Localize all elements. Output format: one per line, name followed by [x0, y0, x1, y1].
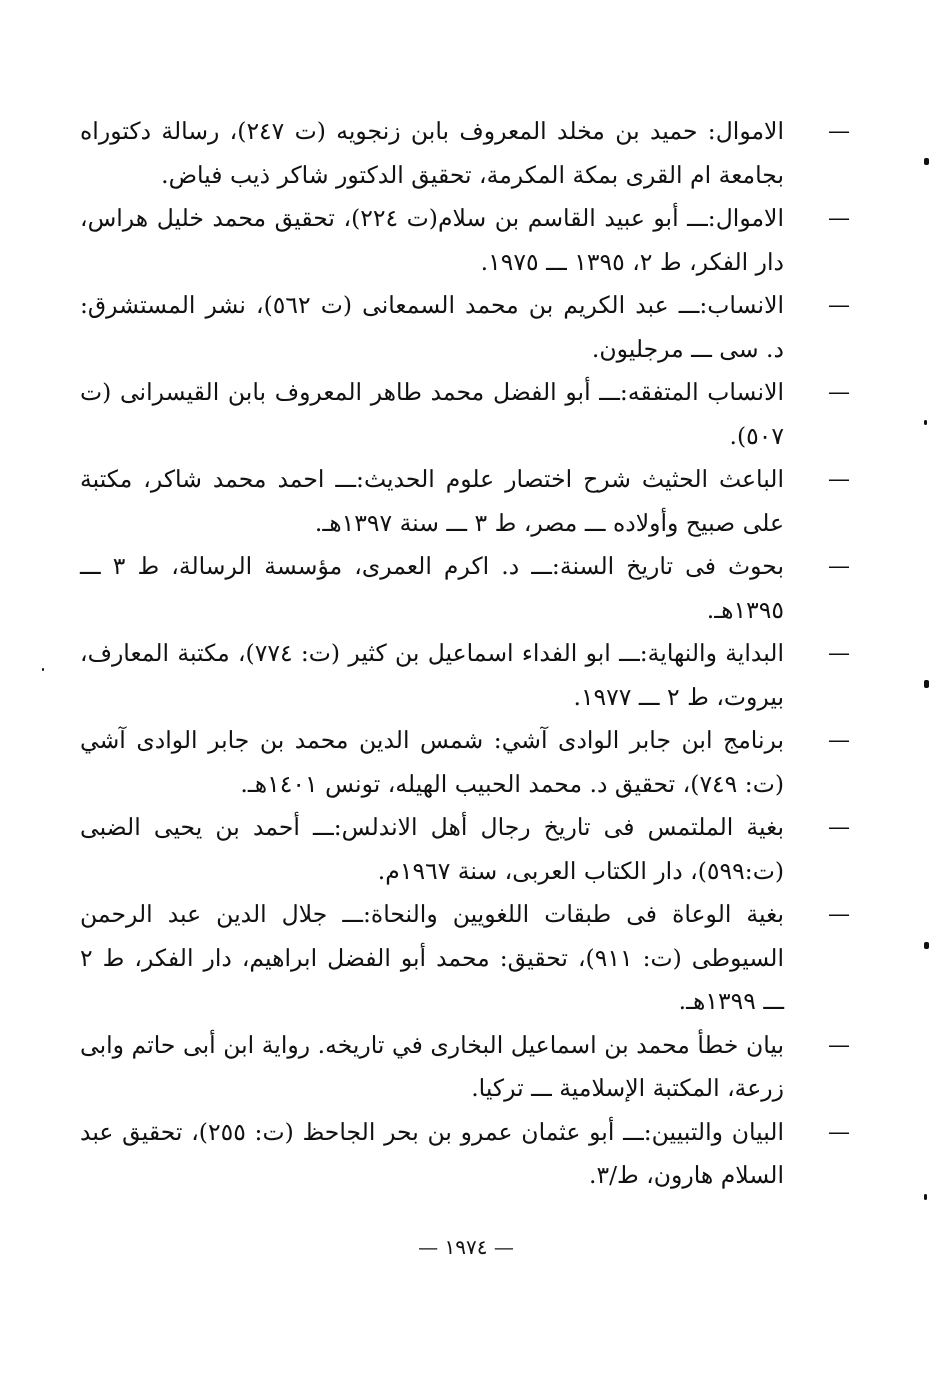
entry-dash: — [828, 380, 850, 405]
entry-dash: — [828, 293, 850, 318]
entry-dash: — [828, 119, 850, 144]
scan-mark [924, 420, 927, 425]
entry-dash: — [828, 815, 850, 840]
entry-text: بيان خطأ محمد بن اسماعيل البخارى في تاريخه. رواية ابن أبى حاتم وابى زرعة، المكتبة الإسلامية ـــ تركيا. [80, 1030, 784, 1102]
entry-text: بغية الوعاة فى طبقات اللغويين والنحاة:ـــ جلال الدين عبد الرحمن السيوطى (ت: ٩١١)، تحقيق: محمد أبو الفضل ابراهيم، دار الفكر، ط ٢ ـــ ١٣٩٩هـ. [80, 900, 784, 1015]
bibliography-entry [80, 545, 850, 632]
entry-text: الانساب:ـــ عبد الكريم بن محمد السمعانى (ت ٥٦٢)، نشر المستشرق: د. سى ـــ مرجليون. [80, 291, 785, 363]
entry-dash: — [828, 728, 850, 753]
bibliography-entry [80, 110, 850, 197]
entry-text: البيان والتبيين:ـــ أبو عثمان عمرو بن بحر الجاحظ (ت: ٢٥٥)، تحقيق عبد السلام هارون، ط/٣. [80, 1117, 784, 1189]
entry-text: بحوث فى تاريخ السنة:ـــ د. اكرم العمرى، مؤسسة الرسالة، ط ٣ ـــ ١٣٩٥هـ. [80, 552, 784, 624]
bibliography-entry [80, 458, 850, 545]
bibliography-entry [80, 632, 850, 719]
bibliography-entry [80, 197, 850, 284]
bibliography-entry [80, 1024, 850, 1111]
page-number: — ١٩٧٤ — [418, 1235, 514, 1259]
bibliography-list [80, 110, 850, 1198]
entry-text: الاموال: حميد بن مخلد المعروف بابن زنجويه (ت ٢٤٧)، رسالة دكتوراه بجامعة ام القرى بمكة المكرمة، تحقيق الدكتور شاكر ذيب فياض. [80, 117, 784, 189]
entry-dash: — [828, 1119, 850, 1145]
bibliography-entry [80, 1111, 850, 1198]
bibliography-entry [80, 284, 850, 371]
bibliography-entry [80, 719, 850, 806]
entry-text: برنامج ابن جابر الوادى آشي: شمس الدين محمد بن جابر الوادى آشي (ت: ٧٤٩)، تحقيق د. محمد الحبيب الهيله، تونس ١٤٠١هـ. [80, 726, 784, 798]
scan-mark [42, 668, 44, 671]
entry-text: الانساب المتفقه:ـــ أبو الفضل محمد طاهر المعروف بابن القيسرانى (ت ٥٠٧). [80, 378, 784, 450]
entry-text: البداية والنهاية:ـــ ابو الفداء اسماعيل بن كثير (ت: ٧٧٤)، مكتبة المعارف، بيروت، ط ٢ ـــ ١٩٧٧. [80, 639, 785, 711]
entry-dash: — [828, 206, 850, 231]
entry-text: الباعث الحثيث شرح اختصار علوم الحديث:ـــ احمد محمد شاكر، مكتبة على صبيح وأولاده ـــ مصر، ط ٣ ـــ سنة ١٣٩٧هـ. [80, 465, 784, 537]
bibliography-entry [80, 371, 850, 458]
bibliography-entry [80, 893, 850, 1024]
entry-dash: — [828, 467, 850, 492]
entry-text: الاموال:ـــ أبو عبيد القاسم بن سلام(ت ٢٢٤)، تحقيق محمد خليل هراس، دار الفكر، ط ٢، ١٣٩٥ ـــ ١٩٧٥. [80, 204, 784, 276]
entry-dash: — [828, 1032, 850, 1058]
scan-mark [924, 680, 929, 688]
entry-text: بغية الملتمس فى تاريخ رجال أهل الاندلس:ـــ أحمد بن يحيى الضبى (ت:٥٩٩)، دار الكتاب العربى، سنة ١٩٦٧م. [80, 813, 784, 885]
scan-mark [924, 942, 929, 949]
scan-mark [924, 158, 929, 165]
entry-dash: — [828, 554, 850, 579]
entry-dash: — [828, 902, 850, 927]
bibliography-entry [80, 806, 850, 893]
entry-dash: — [828, 641, 850, 666]
scan-mark [924, 1194, 927, 1200]
